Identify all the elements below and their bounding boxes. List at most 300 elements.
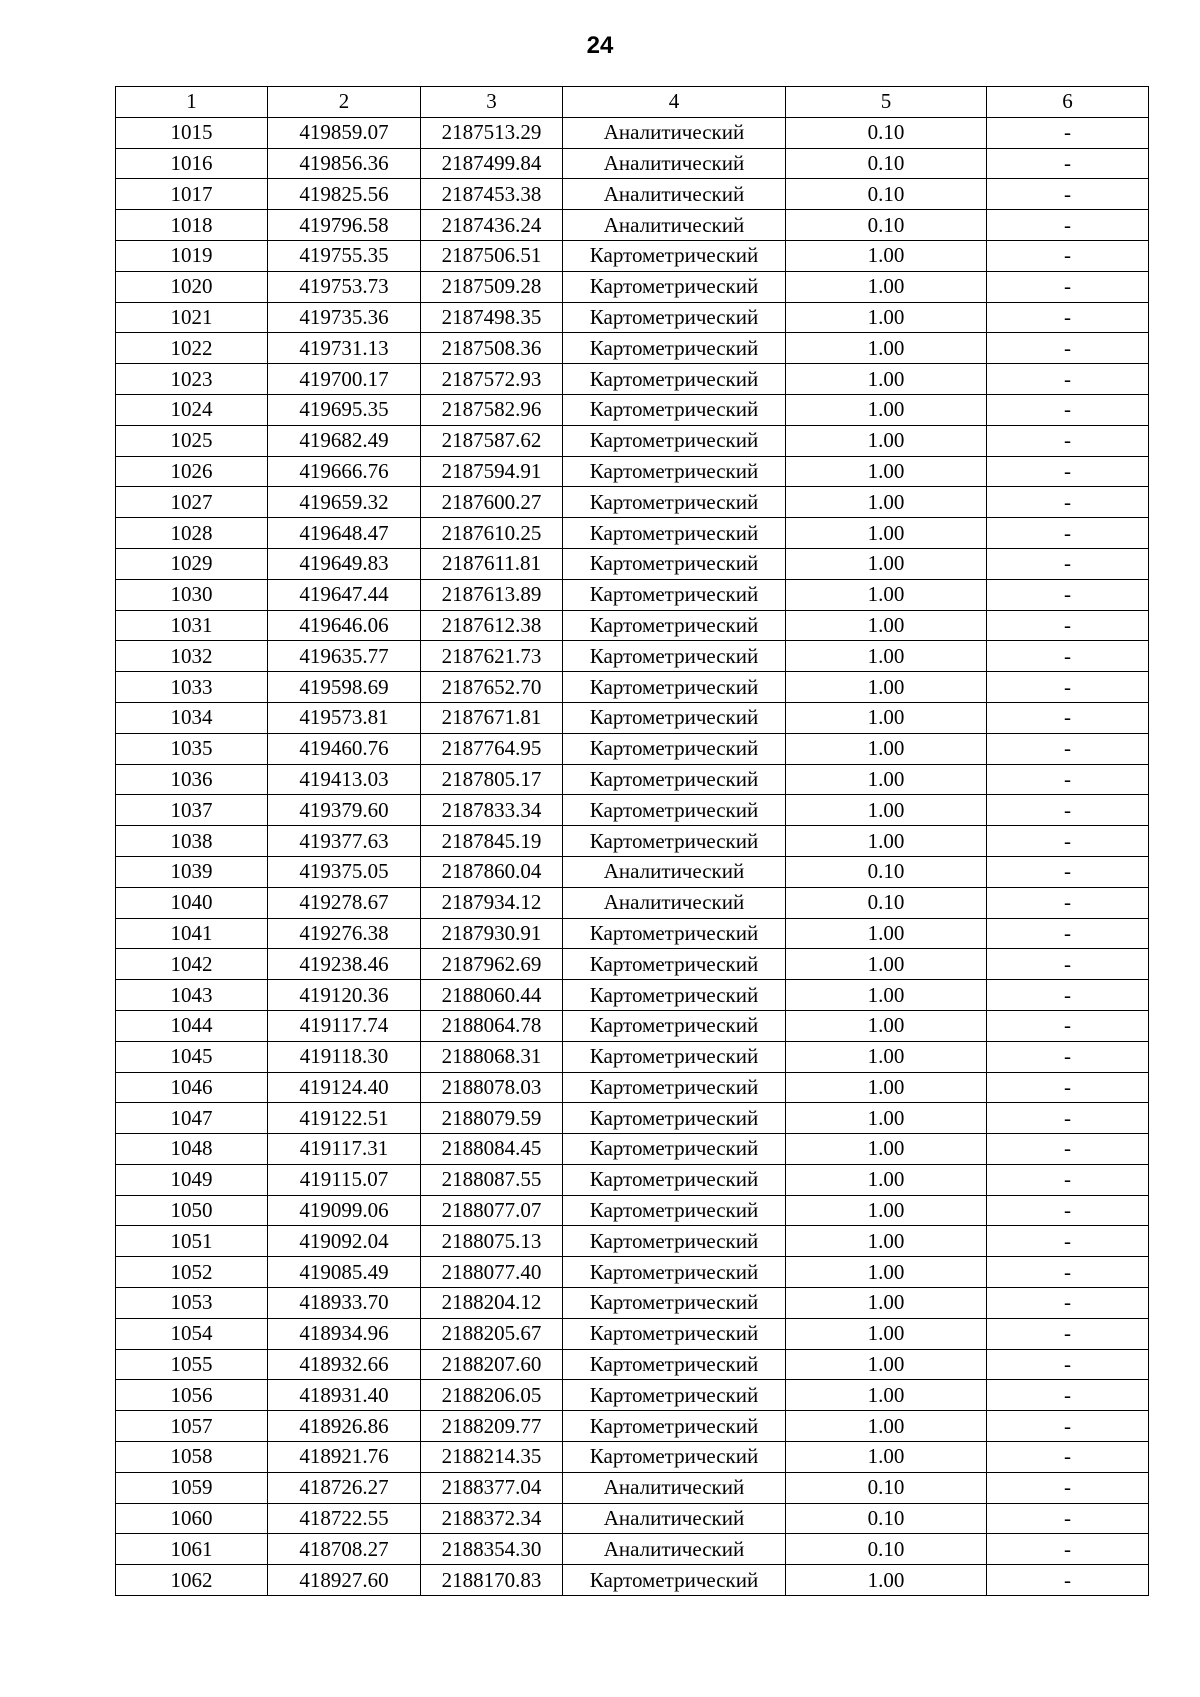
table-row xyxy=(116,117,1149,148)
table-row xyxy=(116,856,1149,887)
table-cell: Картометрический xyxy=(563,672,786,703)
table-cell: 1022 xyxy=(116,333,268,364)
table-cell: 2188205.67 xyxy=(421,1318,563,1349)
table-cell: 1.00 xyxy=(786,240,987,271)
table-row xyxy=(116,702,1149,733)
table-row xyxy=(116,949,1149,980)
table-cell: Картометрический xyxy=(563,1072,786,1103)
table-cell: - xyxy=(987,364,1149,395)
table-cell: 1.00 xyxy=(786,826,987,857)
table-cell: 1019 xyxy=(116,240,268,271)
table-cell: - xyxy=(987,733,1149,764)
table-cell: 1.00 xyxy=(786,1041,987,1072)
table-row xyxy=(116,887,1149,918)
table-cell: 419695.35 xyxy=(268,394,421,425)
table-row xyxy=(116,1103,1149,1134)
table-cell: Картометрический xyxy=(563,271,786,302)
table-cell: - xyxy=(987,641,1149,672)
table-cell: 1051 xyxy=(116,1226,268,1257)
table-cell: - xyxy=(987,1349,1149,1380)
table-row xyxy=(116,579,1149,610)
table-cell: - xyxy=(987,1318,1149,1349)
table-cell: 1.00 xyxy=(786,764,987,795)
table-cell: 1.00 xyxy=(786,1134,987,1165)
table-cell: 419460.76 xyxy=(268,733,421,764)
table-row xyxy=(116,333,1149,364)
table-cell: 2188077.40 xyxy=(421,1257,563,1288)
table-cell: 1042 xyxy=(116,949,268,980)
table-cell: Картометрический xyxy=(563,548,786,579)
table-cell: Картометрический xyxy=(563,1442,786,1473)
table-cell: 418921.76 xyxy=(268,1442,421,1473)
table-cell: Картометрический xyxy=(563,764,786,795)
table-cell: - xyxy=(987,179,1149,210)
table-cell: Картометрический xyxy=(563,394,786,425)
table-row xyxy=(116,518,1149,549)
table-cell: 2187572.93 xyxy=(421,364,563,395)
table-cell: - xyxy=(987,918,1149,949)
table-row xyxy=(116,1226,1149,1257)
table-cell: 2187594.91 xyxy=(421,456,563,487)
table-cell: 1.00 xyxy=(786,1226,987,1257)
table-cell: 418933.70 xyxy=(268,1288,421,1319)
table-cell: - xyxy=(987,333,1149,364)
table-cell: 2188206.05 xyxy=(421,1380,563,1411)
table-cell: 419278.67 xyxy=(268,887,421,918)
table-cell: - xyxy=(987,795,1149,826)
table-cell: 2187833.34 xyxy=(421,795,563,826)
table-cell: 1.00 xyxy=(786,1442,987,1473)
table-cell: Картометрический xyxy=(563,1103,786,1134)
table-cell: 0.10 xyxy=(786,179,987,210)
table-cell: 2187499.84 xyxy=(421,148,563,179)
table-cell: 2188078.03 xyxy=(421,1072,563,1103)
table-cell: 1.00 xyxy=(786,1380,987,1411)
table-row xyxy=(116,733,1149,764)
table-cell: 2188084.45 xyxy=(421,1134,563,1165)
table-row xyxy=(116,1565,1149,1596)
table-cell: 1.00 xyxy=(786,702,987,733)
table-cell: 1.00 xyxy=(786,518,987,549)
table-row xyxy=(116,672,1149,703)
table-cell: 2188204.12 xyxy=(421,1288,563,1319)
table-row xyxy=(116,1411,1149,1442)
table-cell: 0.10 xyxy=(786,856,987,887)
table-cell: 2187587.62 xyxy=(421,425,563,456)
table-cell: 419117.31 xyxy=(268,1134,421,1165)
table-cell: Аналитический xyxy=(563,856,786,887)
table-cell: 1.00 xyxy=(786,1257,987,1288)
table-cell: 2188372.34 xyxy=(421,1503,563,1534)
table-cell: 1047 xyxy=(116,1103,268,1134)
table-cell: Картометрический xyxy=(563,487,786,518)
table-cell: Картометрический xyxy=(563,240,786,271)
table-cell: 1050 xyxy=(116,1195,268,1226)
table-cell: Картометрический xyxy=(563,826,786,857)
table-cell: 1025 xyxy=(116,425,268,456)
table-cell: 1.00 xyxy=(786,795,987,826)
table-row xyxy=(116,980,1149,1011)
table-cell: 1.00 xyxy=(786,579,987,610)
table-cell: Картометрический xyxy=(563,795,786,826)
column-header: 6 xyxy=(987,87,1149,118)
table-cell: - xyxy=(987,487,1149,518)
table-cell: 1.00 xyxy=(786,425,987,456)
table-cell: 0.10 xyxy=(786,1534,987,1565)
table-row xyxy=(116,795,1149,826)
table-cell: - xyxy=(987,1565,1149,1596)
table-cell: Картометрический xyxy=(563,1565,786,1596)
table-cell: Картометрический xyxy=(563,1288,786,1319)
table-cell: 419647.44 xyxy=(268,579,421,610)
table-cell: 419649.83 xyxy=(268,548,421,579)
table-cell: 2188087.55 xyxy=(421,1164,563,1195)
table-cell: 418722.55 xyxy=(268,1503,421,1534)
table-cell: - xyxy=(987,610,1149,641)
column-header: 2 xyxy=(268,87,421,118)
table-cell: 2187930.91 xyxy=(421,918,563,949)
table-cell: 0.10 xyxy=(786,117,987,148)
table-cell: 2188170.83 xyxy=(421,1565,563,1596)
table-cell: Картометрический xyxy=(563,980,786,1011)
coordinates-table xyxy=(115,86,1149,1596)
table-row xyxy=(116,271,1149,302)
table-cell: 1062 xyxy=(116,1565,268,1596)
table-cell: 2188060.44 xyxy=(421,980,563,1011)
table-cell: Картометрический xyxy=(563,1164,786,1195)
table-cell: 1060 xyxy=(116,1503,268,1534)
table-row xyxy=(116,1134,1149,1165)
table-cell: 419635.77 xyxy=(268,641,421,672)
table-cell: 2188214.35 xyxy=(421,1442,563,1473)
table-cell: 1055 xyxy=(116,1349,268,1380)
table-cell: Картометрический xyxy=(563,1134,786,1165)
table-cell: 418934.96 xyxy=(268,1318,421,1349)
table-cell: Картометрический xyxy=(563,733,786,764)
table-cell: 1040 xyxy=(116,887,268,918)
table-cell: - xyxy=(987,271,1149,302)
table-cell: 419085.49 xyxy=(268,1257,421,1288)
column-header: 1 xyxy=(116,87,268,118)
table-cell: 419598.69 xyxy=(268,672,421,703)
table-cell: 2187610.25 xyxy=(421,518,563,549)
table-cell: 419648.47 xyxy=(268,518,421,549)
table-cell: 1.00 xyxy=(786,980,987,1011)
table-cell: - xyxy=(987,425,1149,456)
table-cell: 1.00 xyxy=(786,1565,987,1596)
table-cell: 418931.40 xyxy=(268,1380,421,1411)
header-row xyxy=(116,87,1149,118)
table-cell: - xyxy=(987,1195,1149,1226)
table-cell: 1039 xyxy=(116,856,268,887)
table-cell: 2188077.07 xyxy=(421,1195,563,1226)
table-cell: 1.00 xyxy=(786,333,987,364)
table-cell: 1.00 xyxy=(786,1072,987,1103)
table-cell: 419856.36 xyxy=(268,148,421,179)
table-cell: 419375.05 xyxy=(268,856,421,887)
table-cell: 1061 xyxy=(116,1534,268,1565)
table-cell: 1.00 xyxy=(786,1288,987,1319)
table-cell: 2188075.13 xyxy=(421,1226,563,1257)
table-cell: - xyxy=(987,702,1149,733)
table-cell: - xyxy=(987,240,1149,271)
table-cell: 2187860.04 xyxy=(421,856,563,887)
table-cell: 419731.13 xyxy=(268,333,421,364)
table-cell: 419120.36 xyxy=(268,980,421,1011)
table-cell: - xyxy=(987,1164,1149,1195)
table-cell: - xyxy=(987,672,1149,703)
table-cell: Картометрический xyxy=(563,949,786,980)
table-cell: 1.00 xyxy=(786,610,987,641)
table-cell: Картометрический xyxy=(563,1349,786,1380)
table-cell: 1.00 xyxy=(786,271,987,302)
table-row xyxy=(116,1257,1149,1288)
table-cell: 2187845.19 xyxy=(421,826,563,857)
table-cell: 418926.86 xyxy=(268,1411,421,1442)
table-cell: 1035 xyxy=(116,733,268,764)
table-cell: 1027 xyxy=(116,487,268,518)
table-cell: 2188354.30 xyxy=(421,1534,563,1565)
table-cell: 419379.60 xyxy=(268,795,421,826)
table-cell: - xyxy=(987,887,1149,918)
table-cell: 1059 xyxy=(116,1472,268,1503)
table-cell: - xyxy=(987,302,1149,333)
table-cell: - xyxy=(987,1226,1149,1257)
table-cell: - xyxy=(987,1472,1149,1503)
table-cell: - xyxy=(987,117,1149,148)
table-cell: Аналитический xyxy=(563,1534,786,1565)
table-cell: 1018 xyxy=(116,210,268,241)
table-cell: 1017 xyxy=(116,179,268,210)
table-cell: Аналитический xyxy=(563,148,786,179)
table-cell: 419118.30 xyxy=(268,1041,421,1072)
table-cell: 418726.27 xyxy=(268,1472,421,1503)
table-cell: - xyxy=(987,1411,1149,1442)
table-cell: 1049 xyxy=(116,1164,268,1195)
table-cell: Картометрический xyxy=(563,364,786,395)
table-cell: 1058 xyxy=(116,1442,268,1473)
table-cell: 2187498.35 xyxy=(421,302,563,333)
table-cell: - xyxy=(987,1380,1149,1411)
table-row xyxy=(116,764,1149,795)
table-cell: Аналитический xyxy=(563,179,786,210)
table-cell: 2188209.77 xyxy=(421,1411,563,1442)
table-cell: 419573.81 xyxy=(268,702,421,733)
table-row xyxy=(116,610,1149,641)
table-cell: - xyxy=(987,548,1149,579)
table-row xyxy=(116,1380,1149,1411)
table-cell: Картометрический xyxy=(563,1257,786,1288)
table-cell: 0.10 xyxy=(786,148,987,179)
table-cell: 2188079.59 xyxy=(421,1103,563,1134)
table-cell: 418932.66 xyxy=(268,1349,421,1380)
table-cell: 1028 xyxy=(116,518,268,549)
table-cell: 2188064.78 xyxy=(421,1010,563,1041)
table-row xyxy=(116,364,1149,395)
table-cell: 1029 xyxy=(116,548,268,579)
table-cell: Картометрический xyxy=(563,333,786,364)
table-cell: 1.00 xyxy=(786,641,987,672)
table-cell: 1031 xyxy=(116,610,268,641)
table-row xyxy=(116,1041,1149,1072)
table-cell: 1.00 xyxy=(786,1195,987,1226)
table-cell: 419825.56 xyxy=(268,179,421,210)
table-cell: 1043 xyxy=(116,980,268,1011)
table-cell: 419682.49 xyxy=(268,425,421,456)
table-cell: - xyxy=(987,1010,1149,1041)
table-cell: 1053 xyxy=(116,1288,268,1319)
table-cell: 419666.76 xyxy=(268,456,421,487)
table-cell: 2187582.96 xyxy=(421,394,563,425)
page-number: 24 xyxy=(586,32,614,59)
table-cell: 0.10 xyxy=(786,1472,987,1503)
table-cell: Картометрический xyxy=(563,1226,786,1257)
table-row xyxy=(116,1349,1149,1380)
table-cell: 1023 xyxy=(116,364,268,395)
table-cell: 1.00 xyxy=(786,733,987,764)
table-cell: 1.00 xyxy=(786,456,987,487)
table-cell: - xyxy=(987,1257,1149,1288)
table-cell: 1.00 xyxy=(786,548,987,579)
table-cell: Аналитический xyxy=(563,1472,786,1503)
table-cell: 0.10 xyxy=(786,887,987,918)
table-cell: 2187612.38 xyxy=(421,610,563,641)
table-cell: 1056 xyxy=(116,1380,268,1411)
table-row xyxy=(116,425,1149,456)
table-cell: - xyxy=(987,1041,1149,1072)
table-cell: 1.00 xyxy=(786,1318,987,1349)
table-cell: 419859.07 xyxy=(268,117,421,148)
table-cell: 419122.51 xyxy=(268,1103,421,1134)
table-row xyxy=(116,1164,1149,1195)
table-row xyxy=(116,1288,1149,1319)
table-cell: Картометрический xyxy=(563,1318,786,1349)
table-row xyxy=(116,487,1149,518)
column-header: 5 xyxy=(786,87,987,118)
table-cell: 419796.58 xyxy=(268,210,421,241)
column-header: 3 xyxy=(421,87,563,118)
table-cell: Аналитический xyxy=(563,887,786,918)
table-cell: 2187805.17 xyxy=(421,764,563,795)
table-cell: Картометрический xyxy=(563,302,786,333)
table-cell: 2187436.24 xyxy=(421,210,563,241)
table-cell: 1.00 xyxy=(786,302,987,333)
table-cell: 2187611.81 xyxy=(421,548,563,579)
table-cell: 0.10 xyxy=(786,1503,987,1534)
table-cell: 2187934.12 xyxy=(421,887,563,918)
table-cell: 419377.63 xyxy=(268,826,421,857)
table-cell: Картометрический xyxy=(563,1010,786,1041)
table-row xyxy=(116,148,1149,179)
table-cell: 1.00 xyxy=(786,1411,987,1442)
table-row xyxy=(116,179,1149,210)
table-cell: 2187600.27 xyxy=(421,487,563,518)
table-cell: 2187652.70 xyxy=(421,672,563,703)
table-cell: 1034 xyxy=(116,702,268,733)
table-cell: 1046 xyxy=(116,1072,268,1103)
table-cell: Аналитический xyxy=(563,1503,786,1534)
table-cell: Картометрический xyxy=(563,610,786,641)
table-cell: 418927.60 xyxy=(268,1565,421,1596)
table-cell: Аналитический xyxy=(563,210,786,241)
table-cell: - xyxy=(987,394,1149,425)
table-cell: 1021 xyxy=(116,302,268,333)
table-cell: Картометрический xyxy=(563,579,786,610)
table-cell: 419238.46 xyxy=(268,949,421,980)
table-cell: 419753.73 xyxy=(268,271,421,302)
table-cell: - xyxy=(987,210,1149,241)
table-row xyxy=(116,1503,1149,1534)
table-row xyxy=(116,826,1149,857)
table-row xyxy=(116,302,1149,333)
table-cell: 419115.07 xyxy=(268,1164,421,1195)
table-cell: Картометрический xyxy=(563,1041,786,1072)
table-body xyxy=(116,117,1149,1595)
table-cell: - xyxy=(987,1288,1149,1319)
table-cell: 1.00 xyxy=(786,672,987,703)
table-cell: 1.00 xyxy=(786,949,987,980)
table-cell: - xyxy=(987,456,1149,487)
table-row xyxy=(116,1534,1149,1565)
table-row xyxy=(116,240,1149,271)
table-row xyxy=(116,1472,1149,1503)
table-row xyxy=(116,918,1149,949)
table-cell: 1033 xyxy=(116,672,268,703)
table-cell: 419659.32 xyxy=(268,487,421,518)
table-cell: 1.00 xyxy=(786,1010,987,1041)
table-cell: 419276.38 xyxy=(268,918,421,949)
table-cell: 1.00 xyxy=(786,394,987,425)
table-cell: 1020 xyxy=(116,271,268,302)
table-cell: Картометрический xyxy=(563,1380,786,1411)
table-cell: 1032 xyxy=(116,641,268,672)
table-cell: 1015 xyxy=(116,117,268,148)
table-cell: 419124.40 xyxy=(268,1072,421,1103)
table-cell: 1036 xyxy=(116,764,268,795)
table-cell: Картометрический xyxy=(563,518,786,549)
table-cell: 1016 xyxy=(116,148,268,179)
table-cell: 1048 xyxy=(116,1134,268,1165)
table-cell: 419700.17 xyxy=(268,364,421,395)
table-row xyxy=(116,548,1149,579)
table-cell: 2187613.89 xyxy=(421,579,563,610)
table-cell: 1.00 xyxy=(786,1164,987,1195)
table-cell: - xyxy=(987,579,1149,610)
table-cell: - xyxy=(987,1534,1149,1565)
table-cell: - xyxy=(987,949,1149,980)
table-cell: Аналитический xyxy=(563,117,786,148)
table-cell: - xyxy=(987,1103,1149,1134)
column-header: 4 xyxy=(563,87,786,118)
table-row xyxy=(116,641,1149,672)
table-cell: 1054 xyxy=(116,1318,268,1349)
table-cell: 419646.06 xyxy=(268,610,421,641)
table-cell: Картометрический xyxy=(563,918,786,949)
table-cell: 419117.74 xyxy=(268,1010,421,1041)
table-cell: 1.00 xyxy=(786,918,987,949)
table-cell: Картометрический xyxy=(563,425,786,456)
table-cell: 1.00 xyxy=(786,1103,987,1134)
table-cell: - xyxy=(987,518,1149,549)
table-cell: 2187671.81 xyxy=(421,702,563,733)
table-cell: 2187508.36 xyxy=(421,333,563,364)
table-cell: 2187509.28 xyxy=(421,271,563,302)
table-cell: - xyxy=(987,1134,1149,1165)
table-cell: 1024 xyxy=(116,394,268,425)
table-row xyxy=(116,1072,1149,1103)
table-cell: - xyxy=(987,826,1149,857)
table-row xyxy=(116,1195,1149,1226)
